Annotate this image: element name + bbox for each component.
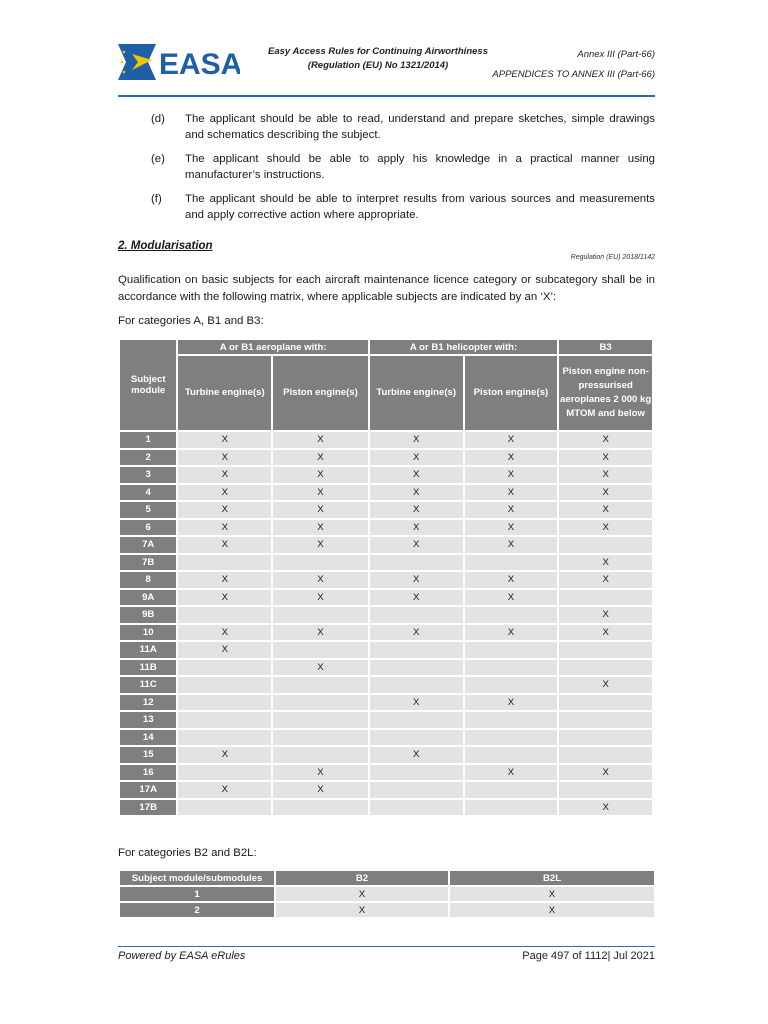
applicability-cell xyxy=(370,607,463,623)
subject-module-cell: 14 xyxy=(120,730,176,746)
table-row xyxy=(120,887,654,901)
applicability-cell: X xyxy=(370,537,463,553)
table-row xyxy=(120,502,652,518)
subject-module-cell: 17B xyxy=(120,800,176,816)
applicability-cell xyxy=(559,730,652,746)
applicability-cell: X xyxy=(465,502,558,518)
list-item-text: The applicant should be able to interpret results from various sources and measurements and apply corrective action where appropriate. xyxy=(185,193,655,221)
footer-page-info: Page 497 of 1112| Jul 2021 xyxy=(522,950,655,962)
applicability-cell: X xyxy=(178,485,271,501)
table-row xyxy=(120,903,654,917)
applicability-cell: X xyxy=(370,520,463,536)
subject-module-cell: 1 xyxy=(120,887,274,901)
subject-module-cell: 17A xyxy=(120,782,176,798)
applicability-cell: X xyxy=(465,432,558,448)
header-b3-group: B3 xyxy=(559,340,652,354)
subject-module-cell: 9A xyxy=(120,590,176,606)
list-item xyxy=(118,151,655,185)
applicability-cell: X xyxy=(273,590,368,606)
applicability-cell: X xyxy=(465,625,558,641)
subject-module-cell: 6 xyxy=(120,520,176,536)
header-annex xyxy=(470,45,655,85)
applicability-cell: X xyxy=(559,432,652,448)
list-item xyxy=(118,191,655,225)
header-helicopter-group: A or B1 helicopter with: xyxy=(370,340,557,354)
applicability-cell xyxy=(370,782,463,798)
table-row xyxy=(120,677,652,693)
applicability-cell xyxy=(273,800,368,816)
header-aeroplane-turbine: Turbine engine(s) xyxy=(178,356,271,430)
applicability-cell xyxy=(465,660,558,676)
regulation-reference: Regulation (EU) 2018/1142 xyxy=(570,254,655,261)
section-title: 2. Modularisation xyxy=(118,240,213,252)
applicability-cell: X xyxy=(276,887,448,901)
applicability-cell xyxy=(559,782,652,798)
applicability-cell: X xyxy=(559,800,652,816)
applicability-cell xyxy=(465,677,558,693)
applicability-cell: X xyxy=(370,485,463,501)
applicability-cell xyxy=(178,660,271,676)
subject-module-cell: 13 xyxy=(120,712,176,728)
table2-caption: For categories B2 and B2L: xyxy=(118,847,257,859)
applicability-cell: X xyxy=(370,432,463,448)
table-row xyxy=(120,660,652,676)
table-row xyxy=(120,590,652,606)
modularisation-table-a-b1-b3 xyxy=(118,338,654,817)
applicability-cell: X xyxy=(178,625,271,641)
applicability-cell: X xyxy=(273,432,368,448)
header-aeroplane-piston: Piston engine(s) xyxy=(273,356,368,430)
header-helicopter-turbine: Turbine engine(s) xyxy=(370,356,463,430)
subject-module-cell: 8 xyxy=(120,572,176,588)
applicability-cell: X xyxy=(276,903,448,917)
applicability-cell xyxy=(178,765,271,781)
logo-wordmark: EASA xyxy=(159,48,240,81)
applicability-cell xyxy=(559,712,652,728)
applicability-cell xyxy=(465,642,558,658)
applicability-cell xyxy=(559,747,652,763)
header-b2l: B2L xyxy=(450,871,654,885)
applicability-cell xyxy=(559,537,652,553)
subject-module-cell: 11C xyxy=(120,677,176,693)
table-row xyxy=(120,450,652,466)
applicability-cell: X xyxy=(178,747,271,763)
applicability-cell: X xyxy=(465,537,558,553)
applicability-cell: X xyxy=(178,520,271,536)
table-row xyxy=(120,712,652,728)
applicability-cell xyxy=(559,660,652,676)
applicability-cell: X xyxy=(273,485,368,501)
applicability-cell xyxy=(370,677,463,693)
subject-module-cell: 10 xyxy=(120,625,176,641)
applicability-cell: X xyxy=(370,747,463,763)
applicability-cell: X xyxy=(370,467,463,483)
applicability-cell xyxy=(465,747,558,763)
applicability-cell: X xyxy=(465,572,558,588)
applicability-cell: X xyxy=(465,520,558,536)
list-item-label: (d) xyxy=(151,113,165,125)
applicability-cell xyxy=(370,642,463,658)
applicability-cell: X xyxy=(559,572,652,588)
applicability-cell xyxy=(465,800,558,816)
applicability-cell xyxy=(370,660,463,676)
applicability-cell: X xyxy=(450,887,654,901)
easa-logo xyxy=(118,40,240,84)
applicability-cell: X xyxy=(178,450,271,466)
applicability-cell xyxy=(178,730,271,746)
applicability-cell: X xyxy=(178,590,271,606)
applicability-cell xyxy=(370,712,463,728)
table-row xyxy=(120,782,652,798)
table-row xyxy=(120,432,652,448)
header-b2: B2 xyxy=(276,871,448,885)
applicability-cell xyxy=(273,730,368,746)
applicability-cell: X xyxy=(273,537,368,553)
header-annex-line1: Annex III (Part-66) xyxy=(577,49,655,60)
applicability-cell: X xyxy=(559,765,652,781)
applicability-cell xyxy=(273,555,368,571)
applicability-cell xyxy=(273,747,368,763)
header-divider xyxy=(118,95,655,97)
applicability-cell: X xyxy=(559,450,652,466)
list-item-label: (f) xyxy=(151,193,162,205)
table-row xyxy=(120,800,652,816)
applicability-cell: X xyxy=(178,502,271,518)
applicability-cell: X xyxy=(178,642,271,658)
subject-module-cell: 7A xyxy=(120,537,176,553)
table-row xyxy=(120,747,652,763)
applicability-cell xyxy=(370,800,463,816)
applicability-cell: X xyxy=(370,502,463,518)
applicability-cell xyxy=(465,555,558,571)
applicability-cell xyxy=(559,590,652,606)
table-row xyxy=(120,537,652,553)
list-item-text: The applicant should be able to apply his knowledge in a practical manner using manufacturer’s instructions. xyxy=(185,153,655,181)
header-aeroplane-group: A or B1 aeroplane with: xyxy=(178,340,367,354)
list-item xyxy=(118,111,655,145)
applicability-cell: X xyxy=(559,520,652,536)
applicability-cell: X xyxy=(178,782,271,798)
applicability-cell: X xyxy=(465,450,558,466)
subject-module-cell: 12 xyxy=(120,695,176,711)
table-row xyxy=(120,695,652,711)
applicability-cell: X xyxy=(370,625,463,641)
applicability-cell xyxy=(178,695,271,711)
applicability-cell: X xyxy=(178,572,271,588)
header-subject-module: Subject module xyxy=(120,340,176,430)
applicability-cell: X xyxy=(273,660,368,676)
applicability-cell: X xyxy=(559,485,652,501)
table-row xyxy=(120,625,652,641)
header-helicopter-piston: Piston engine(s) xyxy=(465,356,558,430)
subject-module-cell: 4 xyxy=(120,485,176,501)
list-item-label: (e) xyxy=(151,153,165,165)
footer-divider xyxy=(118,946,655,947)
table-row xyxy=(120,572,652,588)
applicability-cell xyxy=(559,642,652,658)
applicability-cell xyxy=(178,677,271,693)
applicability-cell: X xyxy=(273,765,368,781)
table-row xyxy=(120,467,652,483)
header-title-line1: Easy Access Rules for Continuing Airworthiness xyxy=(268,46,488,57)
applicability-cell xyxy=(273,695,368,711)
applicability-cell: X xyxy=(465,590,558,606)
applicability-cell: X xyxy=(465,695,558,711)
applicability-cell: X xyxy=(273,572,368,588)
applicability-cell: X xyxy=(465,467,558,483)
subject-module-cell: 5 xyxy=(120,502,176,518)
applicability-cell: X xyxy=(273,467,368,483)
table-row xyxy=(120,555,652,571)
table-row xyxy=(120,765,652,781)
applicability-cell: X xyxy=(178,432,271,448)
subject-module-cell: 15 xyxy=(120,747,176,763)
applicability-cell xyxy=(465,782,558,798)
applicability-cell: X xyxy=(178,467,271,483)
applicability-cell: X xyxy=(273,450,368,466)
header-title-line2: (Regulation (EU) No 1321/2014) xyxy=(307,60,449,71)
applicability-cell xyxy=(178,607,271,623)
applicability-cell xyxy=(273,607,368,623)
applicability-cell xyxy=(465,730,558,746)
applicability-cell: X xyxy=(559,625,652,641)
applicability-cell: X xyxy=(559,677,652,693)
applicability-cell xyxy=(370,730,463,746)
applicability-cell: X xyxy=(370,695,463,711)
applicability-cell xyxy=(370,765,463,781)
applicability-cell: X xyxy=(370,590,463,606)
subject-module-cell: 16 xyxy=(120,765,176,781)
easa-logo-icon xyxy=(118,40,240,84)
table-row xyxy=(120,607,652,623)
applicability-cell: X xyxy=(178,537,271,553)
applicability-cell: X xyxy=(559,467,652,483)
subject-module-cell: 11A xyxy=(120,642,176,658)
subject-module-cell: 3 xyxy=(120,467,176,483)
applicability-cell xyxy=(370,555,463,571)
applicability-cell xyxy=(273,642,368,658)
applicability-cell xyxy=(273,712,368,728)
table1-caption: For categories A, B1 and B3: xyxy=(118,315,264,327)
applicability-cell: X xyxy=(273,502,368,518)
header-title xyxy=(262,45,494,73)
applicability-cell: X xyxy=(370,450,463,466)
subject-module-cell: 7B xyxy=(120,555,176,571)
header-b3-piston-non-pressurised: Piston engine non-pressurised aeroplanes 2 000 kg MTOM and below xyxy=(559,356,652,430)
list-item-text: The applicant should be able to read, understand and prepare sketches, simple drawings and schematics describing the subject. xyxy=(185,113,655,141)
table-row xyxy=(120,520,652,536)
footer-powered-by: Powered by EASA eRules xyxy=(118,950,246,962)
subject-module-cell: 9B xyxy=(120,607,176,623)
applicability-cell: X xyxy=(559,607,652,623)
table-row xyxy=(120,485,652,501)
table-row xyxy=(120,642,652,658)
header-subject-submodules: Subject module/submodules xyxy=(120,871,274,885)
applicability-cell: X xyxy=(465,765,558,781)
header-annex-line2: APPENDICES TO ANNEX III (Part-66) xyxy=(492,69,655,80)
applicability-cell: X xyxy=(370,572,463,588)
applicability-cell: X xyxy=(559,555,652,571)
applicability-cell: X xyxy=(450,903,654,917)
applicability-cell: X xyxy=(273,625,368,641)
applicability-cell xyxy=(465,607,558,623)
applicability-cell: X xyxy=(273,782,368,798)
subject-module-cell: 2 xyxy=(120,450,176,466)
applicability-cell xyxy=(273,677,368,693)
subject-module-cell: 11B xyxy=(120,660,176,676)
applicability-cell: X xyxy=(559,502,652,518)
section-intro: Qualification on basic subjects for each aircraft maintenance licence category or subcategory shall be in accordance with the following matrix, where applicable subjects are indicated by an ‘X’: xyxy=(118,274,655,303)
subject-module-cell: 1 xyxy=(120,432,176,448)
applicability-cell xyxy=(559,695,652,711)
applicability-cell: X xyxy=(465,485,558,501)
applicability-cell: X xyxy=(273,520,368,536)
table-row xyxy=(120,730,652,746)
applicability-cell xyxy=(178,800,271,816)
modularisation-table-b2-b2l xyxy=(118,869,656,919)
applicability-cell xyxy=(178,555,271,571)
applicability-cell xyxy=(178,712,271,728)
applicability-cell xyxy=(465,712,558,728)
subject-module-cell: 2 xyxy=(120,903,274,917)
